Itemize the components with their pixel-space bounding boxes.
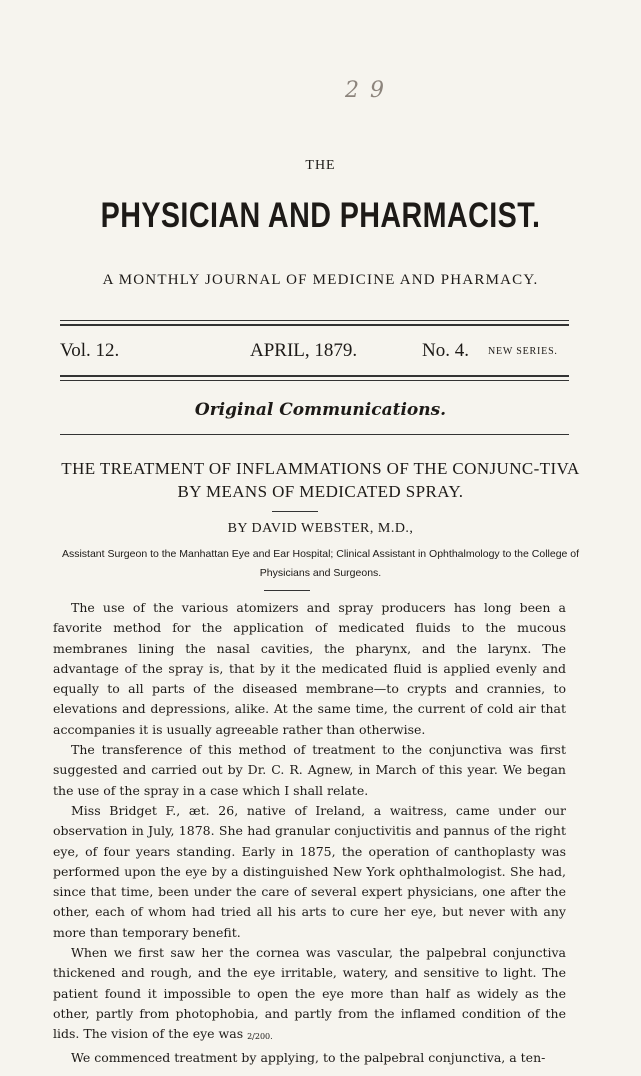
handwritten-note: 2 9 [345, 78, 386, 103]
issue-series: NEW SERIES. [488, 346, 558, 357]
paragraph: We commenced treatment by applying, to the palpebral conjunctiva, a ten- [71, 1049, 546, 1065]
journal-subtitle: A MONTHLY JOURNAL OF MEDICINE AND PHARMACY. [102, 272, 539, 288]
issue-info [60, 340, 569, 364]
issue-rule-thick [60, 375, 569, 377]
issue-volume: Vol. 12. [60, 340, 120, 361]
paragraph: Miss Bridget F., æt. 26, native of Ireland, a waitress, came under our observation in July, 1878. She had granular conjuctivitis and pannus of the right eye, of four years standing. Early in 1875, the operation of canthoplasty was performed upon the eye by a distinguished New York ophthalmologist. She had, since that time, been under the care of several expert physicians, one after the other, each of whom had tried all his arts to cure her eye, but never with any more than temporary benefit. [53, 802, 566, 940]
vision-fraction: 2/200. [247, 1032, 273, 1042]
paragraph [53, 943, 566, 1047]
author-affiliation: Assistant Surgeon to the Manhattan Eye and Ear Hospital; Clinical Assistant in Ophthalmology to the College of Physicians and Surgeons. [61, 548, 580, 579]
journal-title: PHYSICIAN AND PHARMACIST. [100, 196, 541, 235]
issue-rule [60, 380, 569, 381]
issue-number: No. 4. [422, 340, 469, 361]
paragraph: The transference of this method of treatment to the conjunctiva was first suggested and carried out by Dr. C. R. Agnew, in March of this year. We began the use of the spray in a case which I shall relate. [53, 742, 566, 798]
article-title: THE TREATMENT OF INFLAMMATIONS OF THE CONJUNC-TIVA BY MEANS OF MEDICATED SPRAY. [61, 459, 580, 501]
section-heading: Original Communications. [194, 400, 447, 420]
masthead-the: THE [305, 158, 336, 173]
section-rule [60, 434, 569, 435]
issue-date: APRIL, 1879. [250, 340, 358, 361]
article-body [53, 598, 566, 1068]
title-divider [272, 511, 318, 512]
masthead-rule-top [60, 320, 569, 321]
article-byline: BY DAVID WEBSTER, M.D., [227, 521, 414, 536]
byline-divider [264, 590, 310, 591]
masthead-rule-top-thick [60, 324, 569, 326]
paragraph-text: When we first saw her the cornea was vascular, the palpebral conjunctiva thickened and rough, and the eye irritable, watery, and sensitive to light. The patient found it impossible to open the eye more than half as widely as the other, partly from photophobia, and partly from the inflamed condition of the lids. The vision of the eye was [53, 945, 566, 1042]
paragraph: The use of the various atomizers and spray producers has long been a favorite method for the application of medicated fluids to the mucous membranes lining the nasal cavities, the pharynx, and the larynx. The advantage of the spray is, that by it the medicated fluid is applied evenly and equally to all parts of the diseased membrane—to crypts and crannies, to elevations and depressions, alike. At the same time, the current of cold air that accompanies it is usually agreeable rather than otherwise. [53, 600, 566, 737]
